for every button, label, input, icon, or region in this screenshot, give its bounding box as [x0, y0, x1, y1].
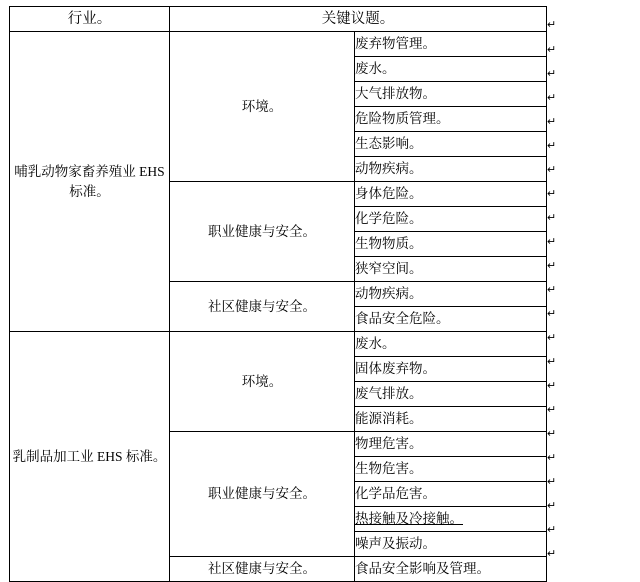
paragraph-mark: ↵ [547, 380, 557, 392]
issue-text: 狭窄空间。 [355, 261, 423, 276]
issue-cell [355, 457, 547, 482]
issue-cell [355, 82, 547, 107]
paragraph-mark: ↵ [547, 428, 557, 440]
paragraph-mark: ↵ [547, 524, 557, 536]
industry-cell-2: 乳制品加工业 EHS 标准。 [10, 332, 170, 582]
issue-text: 食品安全危险。 [355, 311, 450, 326]
issue-text: 生态影响。 [355, 136, 423, 151]
paragraph-mark: ↵ [547, 356, 557, 368]
paragraph-marks-column [547, 12, 637, 566]
issue-text: 废水。 [355, 336, 396, 351]
issue-cell [355, 382, 547, 407]
paragraph-mark: ↵ [547, 92, 557, 104]
issue-cell [355, 482, 547, 507]
issue-text: 热接触及冷接触。 [355, 511, 463, 526]
issue-text: 动物疾病。 [355, 161, 423, 176]
topic-cell-1-2: 职业健康与安全。 [170, 182, 355, 282]
paragraph-mark: ↵ [547, 332, 557, 344]
paragraph-mark: ↵ [547, 68, 557, 80]
issue-cell [355, 357, 547, 382]
issue-text: 食品安全影响及管理。 [355, 561, 490, 576]
table-row [10, 32, 547, 57]
paragraph-mark: ↵ [547, 308, 557, 320]
issue-cell [355, 432, 547, 457]
issue-cell [355, 507, 547, 532]
issue-cell [355, 282, 547, 307]
issue-text: 废水。 [355, 61, 396, 76]
issue-cell [355, 532, 547, 557]
header-issues: 关键议题。 [170, 7, 547, 32]
document-page [0, 6, 640, 576]
table-header-row [10, 7, 547, 32]
header-industry: 行业。 [10, 7, 170, 32]
paragraph-mark: ↵ [547, 236, 557, 248]
paragraph-mark: ↵ [547, 164, 557, 176]
issue-text: 废弃物管理。 [355, 36, 436, 51]
topic-cell-1-1: 环境。 [170, 32, 355, 182]
issue-cell [355, 207, 547, 232]
issue-text: 大气排放物。 [355, 86, 436, 101]
table-row [10, 332, 547, 357]
issue-text: 能源消耗。 [355, 411, 423, 426]
issue-cell [355, 557, 547, 582]
issue-text: 物理危害。 [355, 436, 423, 451]
issue-cell [355, 182, 547, 207]
topic-cell-2-2: 职业健康与安全。 [170, 432, 355, 557]
ehs-standards-table [9, 6, 547, 582]
topic-cell-2-1: 环境。 [170, 332, 355, 432]
paragraph-mark: ↵ [547, 188, 557, 200]
issue-text: 废气排放。 [355, 386, 423, 401]
issue-text: 化学品危害。 [355, 486, 436, 501]
paragraph-mark: ↵ [547, 404, 557, 416]
issue-text: 身体危险。 [355, 186, 423, 201]
issue-cell [355, 332, 547, 357]
industry-cell-1: 哺乳动物家畜养殖业 EHS 标准。 [10, 32, 170, 332]
issue-text: 动物疾病。 [355, 286, 423, 301]
issue-cell [355, 307, 547, 332]
issue-text: 固体废弃物。 [355, 361, 436, 376]
issue-cell [355, 32, 547, 57]
issue-text: 生物危害。 [355, 461, 423, 476]
paragraph-mark: ↵ [547, 452, 557, 464]
issue-cell [355, 107, 547, 132]
issue-cell [355, 257, 547, 282]
issue-text: 危险物质管理。 [355, 111, 450, 126]
issue-cell [355, 57, 547, 82]
paragraph-mark: ↵ [547, 116, 557, 128]
issue-text: 噪声及振动。 [355, 536, 436, 551]
paragraph-mark: ↵ [547, 260, 557, 272]
topic-cell-2-3: 社区健康与安全。 [170, 557, 355, 582]
paragraph-mark: ↵ [547, 212, 557, 224]
issue-cell [355, 407, 547, 432]
topic-cell-1-3: 社区健康与安全。 [170, 282, 355, 332]
issue-text: 生物物质。 [355, 236, 423, 251]
paragraph-mark: ↵ [547, 19, 557, 31]
paragraph-mark: ↵ [547, 284, 557, 296]
paragraph-mark: ↵ [547, 500, 557, 512]
paragraph-mark: ↵ [547, 140, 557, 152]
paragraph-mark: ↵ [547, 476, 557, 488]
paragraph-mark: ↵ [547, 44, 557, 56]
issue-cell [355, 232, 547, 257]
paragraph-mark: ↵ [547, 548, 557, 560]
issue-cell [355, 132, 547, 157]
issue-cell [355, 157, 547, 182]
issue-text: 化学危险。 [355, 211, 423, 226]
